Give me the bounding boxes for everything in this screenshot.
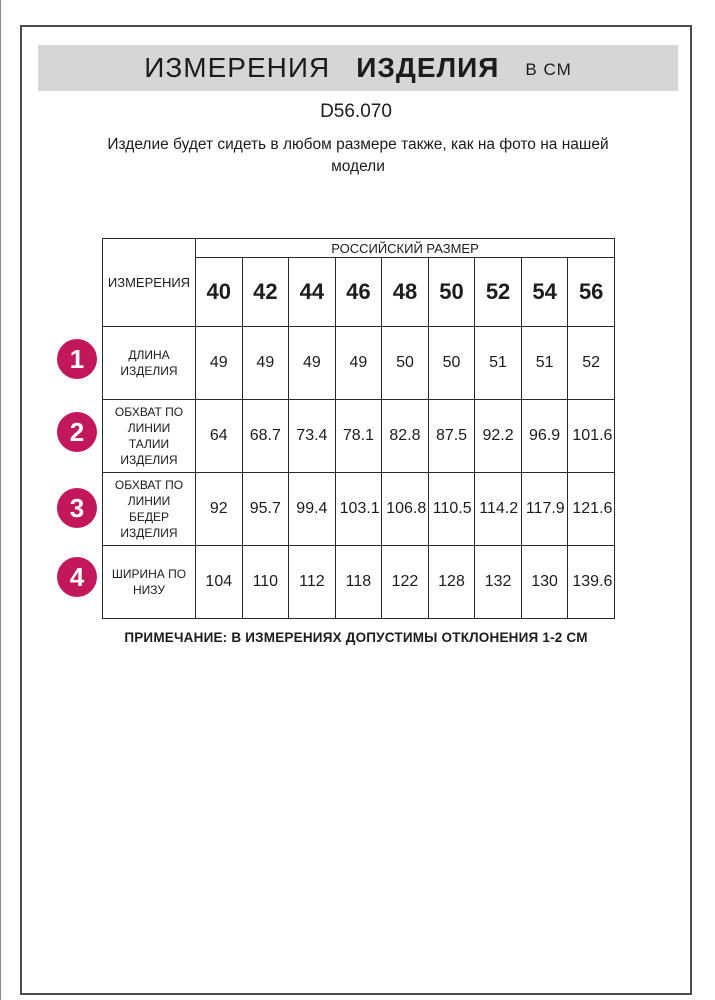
value-cell: 51 — [521, 327, 568, 400]
title-unit: В СМ — [525, 59, 572, 79]
value-cell: 122 — [382, 546, 429, 619]
value-cell: 110 — [242, 546, 289, 619]
row-label-cell: ОБХВАТ ПО ЛИНИИ ТАЛИИ ИЗДЕЛИЯ — [103, 400, 196, 473]
row-label-cell: ОБХВАТ ПО ЛИНИИ БЕДЕР ИЗДЕЛИЯ — [103, 473, 196, 546]
value-cell: 101.6 — [568, 400, 615, 473]
value-cell: 82.8 — [382, 400, 429, 473]
value-cell: 49 — [335, 327, 382, 400]
value-cell: 73.4 — [289, 400, 336, 473]
row-number-badge: 1 — [57, 339, 97, 379]
table-row — [103, 400, 615, 473]
row-number-badge: 3 — [57, 488, 97, 528]
value-cell: 99.4 — [289, 473, 336, 546]
value-cell: 118 — [335, 546, 382, 619]
value-cell: 64 — [196, 400, 243, 473]
size-table — [102, 238, 615, 619]
value-cell: 49 — [196, 327, 243, 400]
table-row — [103, 473, 615, 546]
row-number-badge: 2 — [57, 412, 97, 452]
row-label-cell: ШИРИНА ПО НИЗУ — [103, 546, 196, 619]
value-cell: 130 — [521, 546, 568, 619]
value-cell: 50 — [428, 327, 475, 400]
value-cell: 96.9 — [521, 400, 568, 473]
size-header-cell: 50 — [428, 258, 475, 327]
value-cell: 49 — [242, 327, 289, 400]
table-row — [103, 327, 615, 400]
value-cell: 51 — [475, 327, 522, 400]
size-header-cell: 46 — [335, 258, 382, 327]
size-header-cell: 48 — [382, 258, 429, 327]
title-measurements: ИЗМЕРЕНИЯ — [144, 52, 331, 83]
value-cell: 50 — [382, 327, 429, 400]
value-cell: 103.1 — [335, 473, 382, 546]
table-row — [103, 546, 615, 619]
value-cell: 132 — [475, 546, 522, 619]
size-header-cell: 40 — [196, 258, 243, 327]
table-group-header-row — [103, 239, 615, 258]
row-label-cell: ДЛИНА ИЗДЕЛИЯ — [103, 327, 196, 400]
title-bar — [38, 45, 678, 91]
size-header-cell: 44 — [289, 258, 336, 327]
size-header-cell: 52 — [475, 258, 522, 327]
value-cell: 95.7 — [242, 473, 289, 546]
value-cell: 121.6 — [568, 473, 615, 546]
group-header-cell: РОССИЙСКИЙ РАЗМЕР — [196, 239, 615, 258]
product-code: D56.070 — [320, 101, 392, 122]
value-cell: 49 — [289, 327, 336, 400]
value-cell: 104 — [196, 546, 243, 619]
size-header-cell: 42 — [242, 258, 289, 327]
note-text: ПРИМЕЧАНИЕ: В ИЗМЕРЕНИЯХ ДОПУСТИМЫ ОТКЛОНЕНИЯ 1-2 СМ — [124, 630, 588, 645]
subtitle-text: Изделие будет сидеть в любом размере также, как на фото на нашей модели — [107, 136, 609, 175]
value-cell: 139.6 — [568, 546, 615, 619]
value-cell: 68.7 — [242, 400, 289, 473]
value-cell: 110.5 — [428, 473, 475, 546]
value-cell: 78.1 — [335, 400, 382, 473]
value-cell: 114.2 — [475, 473, 522, 546]
size-header-cell: 56 — [568, 258, 615, 327]
value-cell: 52 — [568, 327, 615, 400]
value-cell: 128 — [428, 546, 475, 619]
value-cell: 106.8 — [382, 473, 429, 546]
page-edge-divider — [0, 0, 1, 1000]
value-cell: 117.9 — [521, 473, 568, 546]
value-cell: 87.5 — [428, 400, 475, 473]
value-cell: 112 — [289, 546, 336, 619]
value-cell: 92 — [196, 473, 243, 546]
title-product: ИЗДЕЛИЯ — [356, 52, 500, 83]
corner-header-cell: ИЗМЕРЕНИЯ — [103, 239, 196, 327]
row-number-badge: 4 — [57, 557, 97, 597]
value-cell: 92.2 — [475, 400, 522, 473]
size-header-cell: 54 — [521, 258, 568, 327]
